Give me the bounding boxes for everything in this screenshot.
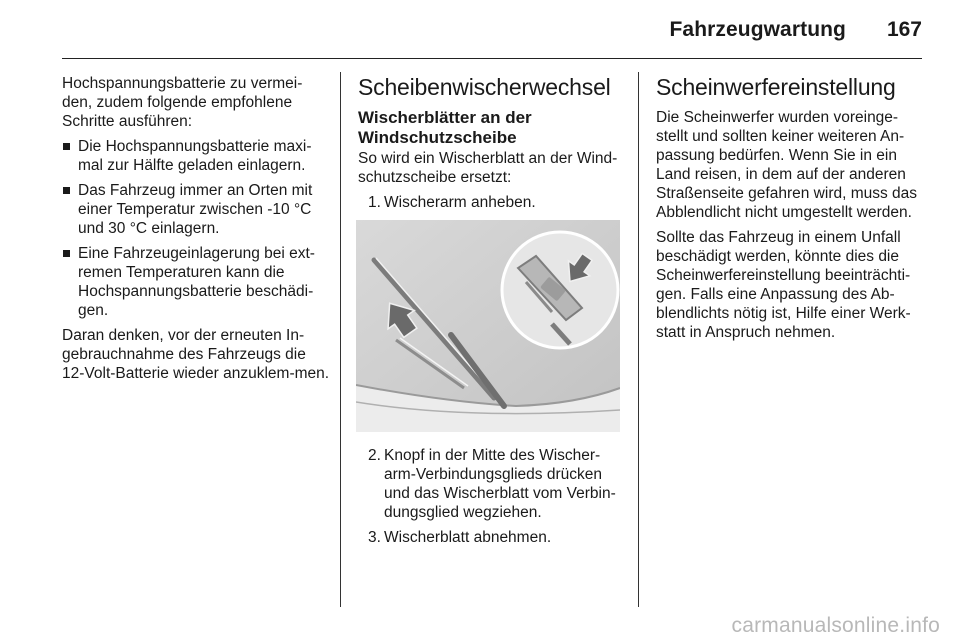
list-item bbox=[62, 137, 330, 175]
list-item bbox=[62, 181, 330, 238]
section-title-wiper: Scheibenwischerwechsel bbox=[358, 74, 611, 100]
list-item bbox=[358, 446, 626, 522]
bullet-square-icon bbox=[63, 187, 70, 194]
bullet-text: Das Fahrzeug immer an Orten mit einer Temperatur zwischen -10 °C und 30 °C einlagern. bbox=[78, 182, 313, 237]
step-text: Wischerarm anheben. bbox=[384, 194, 536, 211]
bullet-text: Eine Fahrzeugeinlagerung bei ext-remen Temperaturen kann die Hochspannungsbatterie beschädi-gen. bbox=[78, 245, 315, 319]
header-divider bbox=[62, 58, 922, 59]
list-item bbox=[358, 193, 626, 212]
step-number: 3. bbox=[368, 529, 381, 546]
step-number: 1. bbox=[368, 194, 381, 211]
storage-intro-text: Hochspannungsbatterie zu vermei-den, zudem folgende empfohlene Schritte ausführen: bbox=[62, 75, 303, 130]
column-left bbox=[62, 74, 330, 389]
wiper-blade-illustration-icon bbox=[356, 220, 620, 432]
section-title-headlight: Scheinwerfereinstellung bbox=[656, 74, 896, 100]
wiper-steps-list-continued bbox=[358, 446, 626, 547]
watermark-text: carmanualsonline.info bbox=[731, 614, 940, 637]
list-item bbox=[62, 244, 330, 320]
battery-reconnect-text: Daran denken, vor der erneuten In-gebrauchnahme des Fahrzeugs die 12-Volt-Batterie wieder anzuklem-men. bbox=[62, 327, 330, 382]
bullet-square-icon bbox=[63, 250, 70, 257]
bullet-square-icon bbox=[63, 143, 70, 150]
headlight-paragraph: Sollte das Fahrzeug in einem Unfall beschädigt werden, könnte dies die Scheinwerfereinstellung beeinträchti-gen. Falls eine Anpassung des Ab-blendlichts nötig ist, Hilfe einer Werk-statt in Anspruch nehmen. bbox=[656, 229, 911, 341]
bullet-text: Die Hochspannungsbatterie maxi-mal zur Hälfte geladen einlagern. bbox=[78, 138, 312, 174]
storage-bullet-list bbox=[62, 137, 330, 320]
step-text: Knopf in der Mitte des Wischer-arm-Verbindungsglieds drücken und das Wischerblatt vom Verbin-dungsglied wegziehen. bbox=[384, 447, 616, 521]
headlight-paragraph: Die Scheinwerfer wurden voreinge-stellt und sollten keiner weiteren An-passung bedürfen. Wenn Sie in ein Land reisen, in dem auf der anderen Straßenseite gefahren wird, muss das Abblendlicht nicht umgestellt werden. bbox=[656, 109, 918, 221]
page-header-title: Fahrzeugwartung bbox=[669, 18, 846, 41]
column-divider-2 bbox=[638, 72, 639, 607]
list-item bbox=[358, 528, 626, 547]
column-middle bbox=[358, 74, 626, 553]
page-number: 167 bbox=[886, 18, 922, 41]
subsection-title-windshield: Wischerblätter an der Windschutzscheibe bbox=[358, 108, 532, 147]
column-divider-1 bbox=[340, 72, 341, 607]
wiper-intro-text: So wird ein Wischerblatt an der Wind-schutzscheibe ersetzt: bbox=[358, 150, 618, 186]
step-text: Wischerblatt abnehmen. bbox=[384, 529, 552, 546]
wiper-steps-list bbox=[358, 193, 626, 212]
step-number: 2. bbox=[368, 447, 381, 464]
column-right bbox=[656, 74, 922, 348]
